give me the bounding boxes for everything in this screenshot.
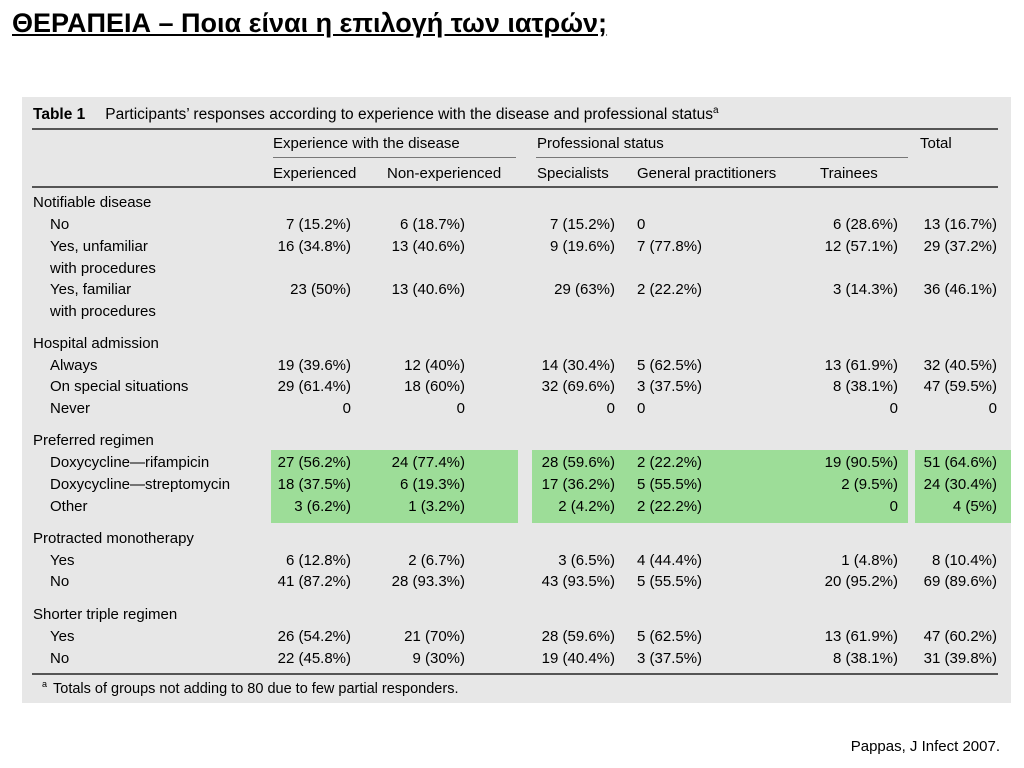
table-cell: 29 (37.2%) [923, 238, 997, 255]
table-cell: 47 (60.2%) [923, 628, 997, 645]
table-cell: 16 (34.8%) [277, 238, 351, 255]
table-cell: 18 (37.5%) [277, 476, 351, 493]
table-cell: 5 (55.5%) [637, 476, 703, 493]
row-label: Doxycycline—streptomycin [50, 476, 231, 493]
table-panel [22, 97, 1011, 703]
table-cell: 8 (38.1%) [832, 378, 898, 395]
table-cell: 28 (59.6%) [541, 628, 615, 645]
table-cell: 0 [637, 216, 646, 233]
section-title: Notifiable disease [33, 194, 152, 211]
table-cell: 3 (37.5%) [637, 650, 703, 667]
table-cell: 43 (93.5%) [541, 573, 615, 590]
table-footnote [42, 679, 458, 697]
section-title: Preferred regimen [33, 432, 154, 449]
table-cell: 3 (14.3%) [832, 281, 898, 298]
table-cell: 0 [456, 400, 465, 417]
row-label: Always [50, 357, 98, 374]
table-cell: 2 (22.2%) [637, 498, 703, 515]
table-cell: 2 (4.2%) [558, 498, 615, 515]
row-label: with procedures [50, 260, 156, 277]
caption-superscript: a [712, 105, 719, 116]
row-label: Doxycycline—rifampicin [50, 454, 210, 471]
table-cell: 13 (16.7%) [923, 216, 997, 233]
rule-professional-group [536, 157, 908, 158]
header-trainees: Trainees [820, 165, 878, 182]
row-label: Never [50, 400, 91, 417]
slide-title: ΘΕΡΑΠΕΙΑ – Ποια είναι η επιλογή των ιατρών; [12, 8, 608, 38]
table-cell: 5 (62.5%) [637, 357, 703, 374]
citation: Pappas, J Infect 2007. [850, 738, 1000, 755]
rule-header-bottom [32, 186, 998, 188]
table-cell: 19 (39.6%) [277, 357, 351, 374]
header-specialists: Specialists [537, 165, 609, 182]
row-label: On special situations [50, 378, 189, 395]
table-cell: 0 [988, 400, 997, 417]
table-cell: 5 (62.5%) [637, 628, 703, 645]
section-title: Hospital admission [33, 335, 159, 352]
header-total: Total [920, 135, 952, 152]
header-non-experienced: Non-experienced [387, 165, 502, 182]
table-cell: 1 (4.8%) [841, 552, 898, 569]
table-cell: 0 [342, 400, 351, 417]
table-caption-text: Participants’ responses according to experience with the disease and professional status [105, 106, 713, 123]
table-cell: 7 (15.2%) [549, 216, 615, 233]
table-cell: 0 [889, 400, 898, 417]
table-cell: 2 (22.2%) [637, 454, 703, 471]
row-label: Yes, unfamiliar [50, 238, 148, 255]
table-cell: 19 (40.4%) [541, 650, 615, 667]
header-experienced: Experienced [273, 165, 357, 182]
table-cell: 3 (6.2%) [294, 498, 351, 515]
rule-table-bottom [32, 673, 998, 675]
footnote-text: Totals of groups not adding to 80 due to few partial responders. [53, 681, 459, 697]
header-experience-group: Experience with the disease [273, 135, 460, 152]
section-title: Shorter triple regimen [33, 606, 178, 623]
table-cell: 14 (30.4%) [541, 357, 615, 374]
table-cell: 36 (46.1%) [923, 281, 997, 298]
table-cell: 9 (30%) [412, 650, 465, 667]
table-cell: 21 (70%) [404, 628, 465, 645]
table-caption [33, 105, 719, 124]
table-cell: 3 (6.5%) [558, 552, 615, 569]
row-label: Other [50, 498, 88, 515]
table-cell: 22 (45.8%) [277, 650, 351, 667]
table-cell: 12 (57.1%) [824, 238, 898, 255]
table-cell: 29 (63%) [554, 281, 615, 298]
row-label: Yes [50, 628, 75, 645]
table-cell: 18 (60%) [404, 378, 465, 395]
rule-top [32, 128, 998, 130]
table-cell: 6 (18.7%) [399, 216, 465, 233]
table-cell: 12 (40%) [404, 357, 465, 374]
table-cell: 51 (64.6%) [923, 454, 997, 471]
table-cell: 4 (44.4%) [637, 552, 703, 569]
table-cell: 27 (56.2%) [277, 454, 351, 471]
row-label: No [50, 573, 70, 590]
table-cell: 32 (69.6%) [541, 378, 615, 395]
table-cell: 6 (28.6%) [832, 216, 898, 233]
table-cell: 8 (38.1%) [832, 650, 898, 667]
table-cell: 6 (12.8%) [285, 552, 351, 569]
row-label: No [50, 216, 70, 233]
table-cell: 23 (50%) [290, 281, 351, 298]
table-cell: 13 (61.9%) [824, 357, 898, 374]
table-cell: 69 (89.6%) [923, 573, 997, 590]
row-label: No [50, 650, 70, 667]
table-cell: 4 (5%) [952, 498, 997, 515]
rule-experience-group [273, 157, 516, 158]
row-label: with procedures [50, 303, 156, 320]
table-cell: 1 (3.2%) [408, 498, 465, 515]
table-cell: 0 [637, 400, 646, 417]
table-cell: 9 (19.6%) [549, 238, 615, 255]
header-professional-group: Professional status [537, 135, 664, 152]
table-cell: 3 (37.5%) [637, 378, 703, 395]
table-cell: 47 (59.5%) [923, 378, 997, 395]
section-title: Protracted monotherapy [33, 530, 194, 547]
table-cell: 13 (40.6%) [391, 281, 465, 298]
table-cell: 29 (61.4%) [277, 378, 351, 395]
table-cell: 24 (77.4%) [391, 454, 465, 471]
table-cell: 6 (19.3%) [399, 476, 465, 493]
row-label: Yes, familiar [50, 281, 132, 298]
table-cell: 0 [889, 498, 898, 515]
table-cell: 24 (30.4%) [923, 476, 997, 493]
table-number: Table 1 [33, 106, 86, 123]
table-cell: 7 (77.8%) [637, 238, 703, 255]
table-cell: 28 (93.3%) [391, 573, 465, 590]
table-cell: 7 (15.2%) [285, 216, 351, 233]
table-cell: 2 (9.5%) [841, 476, 898, 493]
table-cell: 31 (39.8%) [923, 650, 997, 667]
table-cell: 20 (95.2%) [824, 573, 898, 590]
table-cell: 41 (87.2%) [277, 573, 351, 590]
table-cell: 0 [606, 400, 615, 417]
footnote-superscript: a [42, 679, 48, 689]
table-cell: 13 (61.9%) [824, 628, 898, 645]
table-cell: 17 (36.2%) [541, 476, 615, 493]
table-cell: 2 (6.7%) [408, 552, 465, 569]
table-cell: 8 (10.4%) [931, 552, 997, 569]
header-general-practitioners: General practitioners [637, 165, 777, 182]
table-cell: 5 (55.5%) [637, 573, 703, 590]
row-label: Yes [50, 552, 75, 569]
table-cell: 28 (59.6%) [541, 454, 615, 471]
table-cell: 32 (40.5%) [923, 357, 997, 374]
table-cell: 2 (22.2%) [637, 281, 703, 298]
table-cell: 19 (90.5%) [824, 454, 898, 471]
table-cell: 26 (54.2%) [277, 628, 351, 645]
table-cell: 13 (40.6%) [391, 238, 465, 255]
